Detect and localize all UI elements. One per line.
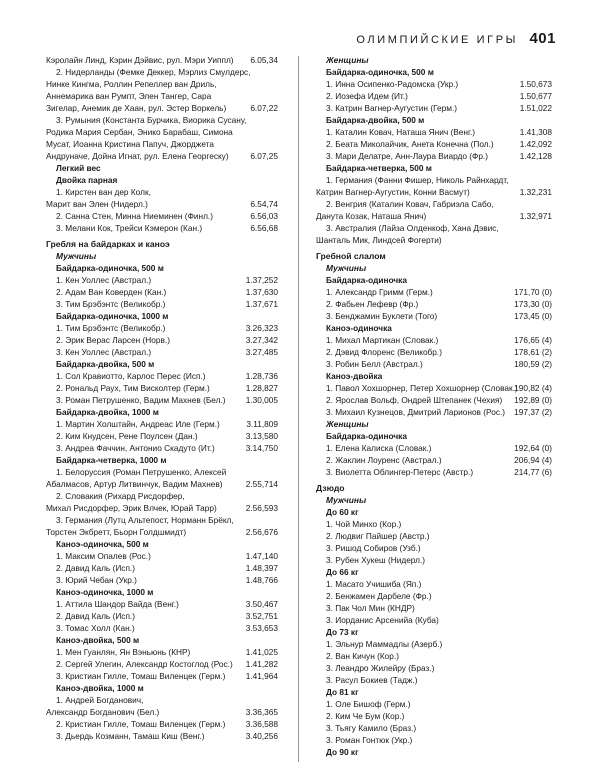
heading-text: Двойка парная xyxy=(56,175,118,185)
result-value: 3.27,342 xyxy=(245,335,278,345)
event-heading xyxy=(46,162,276,174)
result-line xyxy=(316,466,552,478)
result-line xyxy=(316,346,552,358)
result-value: 3.53,653 xyxy=(245,623,278,633)
athlete-text: 2. Ван Кичун (Кор.) xyxy=(326,651,399,661)
result-line xyxy=(46,574,276,586)
result-line xyxy=(46,298,276,310)
result-line xyxy=(316,138,552,150)
event-heading xyxy=(316,162,552,174)
athlete-text: 3. Тьягу Камило (Браз.) xyxy=(326,723,417,733)
athlete-text: 2. Людвиг Пайшер (Австр.) xyxy=(326,531,430,541)
result-line xyxy=(316,698,552,710)
result-value: 173,45 (0) xyxy=(514,311,552,321)
result-value: 3.36,588 xyxy=(245,719,278,729)
result-line xyxy=(46,730,276,742)
athlete-text: 3. Тим Брэбэнтс (Великобр.) xyxy=(56,299,166,309)
athlete-text: 1. Масато Учишиба (Яп.) xyxy=(326,579,422,589)
result-line-continuation xyxy=(46,102,276,114)
result-line-continuation xyxy=(46,526,276,538)
result-line xyxy=(46,66,276,78)
result-line xyxy=(316,614,552,626)
heading-text: Байдарка-четверка, 1000 м xyxy=(56,455,167,465)
result-line xyxy=(316,638,552,650)
event-heading xyxy=(316,322,552,334)
athlete-text: Михал Рисдорфер, Эрик Влчек, Юрай Тарр) xyxy=(46,503,217,513)
result-value: 1.28,827 xyxy=(245,383,278,393)
gender-heading xyxy=(316,54,552,66)
athlete-text: 2. Фабьен Лефевр (Фр.) xyxy=(326,299,419,309)
athlete-text: 3. Мелани Кок, Трейси Кэмерон (Кан.) xyxy=(56,223,203,233)
athlete-text: 3. Виолетта Облингер-Петерс (Австр.) xyxy=(326,467,474,477)
athlete-text: Кэролайн Линд, Кэрин Дэйвис, рул. Мэри Уиппл) xyxy=(46,55,234,65)
athlete-text: Александр Богданович (Бел.) xyxy=(46,707,160,717)
result-value: 1.41,025 xyxy=(245,647,278,657)
event-heading xyxy=(46,262,276,274)
gender-heading xyxy=(46,250,276,262)
event-heading xyxy=(46,310,276,322)
heading-text: Мужчины xyxy=(56,251,97,261)
event-heading xyxy=(316,506,552,518)
result-value: 3.52,751 xyxy=(245,611,278,621)
athlete-text: Шанталь Мик, Линдсей Фогерти) xyxy=(316,235,442,245)
athlete-text: 3. Роман Гонтюк (Укр.) xyxy=(326,735,413,745)
athlete-text: 2. Ким Кнудсен, Рене Поулсен (Дан.) xyxy=(56,431,198,441)
heading-text: Байдарка-четверка, 500 м xyxy=(326,163,432,173)
column-divider xyxy=(298,56,299,762)
event-heading xyxy=(316,370,552,382)
result-line xyxy=(316,126,552,138)
result-line xyxy=(46,210,276,222)
result-value: 192,89 (0) xyxy=(514,395,552,405)
athlete-text: 2. Нидерланды (Фемке Деккер, Мэрлиз Смулдерс, xyxy=(56,67,251,77)
result-line xyxy=(46,718,276,730)
result-line xyxy=(46,490,276,502)
event-heading xyxy=(316,746,552,758)
athlete-text: 1. Чой Минхо (Кор.) xyxy=(326,519,402,529)
result-line xyxy=(46,610,276,622)
athlete-text: 3. Михаил Кузнецов, Дмитрий Ларионов (Рос.) xyxy=(326,407,506,417)
heading-text: Каноэ-двойка, 1000 м xyxy=(56,683,144,693)
athlete-text: 1. Аттила Шандор Вайда (Венг.) xyxy=(56,599,179,609)
result-line xyxy=(46,466,276,478)
heading-text: Байдарка-двойка, 1000 м xyxy=(56,407,159,417)
result-line xyxy=(316,102,552,114)
athlete-text: 3. Румыния (Константа Бурчика, Виорика Сусану, xyxy=(56,115,247,125)
result-line xyxy=(316,382,552,394)
athlete-text: 3. Бенджамин Буклети (Того) xyxy=(326,311,438,321)
heading-text: До 73 кг xyxy=(326,627,359,637)
result-value: 214,77 (6) xyxy=(514,467,552,477)
result-line xyxy=(316,662,552,674)
page-number: 401 xyxy=(529,30,556,47)
heading-text: До 66 кг xyxy=(326,567,359,577)
event-heading xyxy=(46,454,276,466)
heading-text: Каноэ-двойка, 500 м xyxy=(56,635,140,645)
result-line xyxy=(46,514,276,526)
heading-text: Байдарка-одиночка xyxy=(326,275,407,285)
athlete-text: 3. Роман Петрушенко, Вадим Махнев (Бел.) xyxy=(56,395,226,405)
result-line xyxy=(46,382,276,394)
result-value: 6.07,22 xyxy=(250,103,278,113)
athlete-text: 3. Катрин Вагнер-Аугустин (Герм.) xyxy=(326,103,458,113)
result-value: 1.30,005 xyxy=(245,395,278,405)
heading-text: Гребной слалом xyxy=(316,251,386,261)
result-line xyxy=(46,114,276,126)
result-line xyxy=(46,430,276,442)
result-line xyxy=(316,406,552,418)
result-value: 176,65 (4) xyxy=(514,335,552,345)
athlete-text: 1. Максим Опалев (Рос.) xyxy=(56,551,151,561)
athlete-text: Данута Козак, Наташа Янич) xyxy=(316,211,427,221)
result-value: 3.50,467 xyxy=(245,599,278,609)
athlete-text: Торстен Экбретт, Бьорн Голдшмидт) xyxy=(46,527,187,537)
athlete-text: 2. Ярослав Вольф, Ондрей Штепанек (Чехия) xyxy=(326,395,503,405)
result-line xyxy=(46,418,276,430)
result-line xyxy=(316,722,552,734)
result-line xyxy=(46,286,276,298)
result-value: 2.56,676 xyxy=(245,527,278,537)
athlete-text: 3. Ришод Собиров (Узб.) xyxy=(326,543,421,553)
heading-text: До 90 кг xyxy=(326,747,359,757)
result-line xyxy=(46,598,276,610)
result-line xyxy=(46,370,276,382)
sport-heading xyxy=(316,250,552,262)
result-line xyxy=(316,298,552,310)
result-value: 1.37,630 xyxy=(245,287,278,297)
result-value: 6.56,68 xyxy=(250,223,278,233)
result-line xyxy=(46,394,276,406)
result-line xyxy=(316,554,552,566)
athlete-text: 3. Юрий Чебан (Укр.) xyxy=(56,575,137,585)
result-line xyxy=(46,186,276,198)
athlete-text: 3. Робин Белл (Австрал.) xyxy=(326,359,423,369)
result-line xyxy=(316,530,552,542)
result-line xyxy=(316,454,552,466)
result-line xyxy=(46,622,276,634)
result-value: 192,64 (0) xyxy=(514,443,552,453)
result-value: 1.48,766 xyxy=(245,575,278,585)
event-heading xyxy=(316,66,552,78)
athlete-text: 1. Александр Гримм (Герм.) xyxy=(326,287,433,297)
result-value: 178,61 (2) xyxy=(514,347,552,357)
result-line-continuation xyxy=(316,210,552,222)
result-line xyxy=(46,670,276,682)
result-line-continuation xyxy=(46,706,276,718)
result-value: 3.40,256 xyxy=(245,731,278,741)
result-value: 1.42,092 xyxy=(519,139,552,149)
heading-text: Дзюдо xyxy=(316,483,345,493)
heading-text: Мужчины xyxy=(326,263,367,273)
result-line xyxy=(46,550,276,562)
athlete-text: 3. Иорданис Арсенийа (Куба) xyxy=(326,615,439,625)
result-line-continuation xyxy=(316,186,552,198)
result-line xyxy=(46,346,276,358)
event-heading xyxy=(46,682,276,694)
event-heading xyxy=(46,634,276,646)
event-heading xyxy=(316,430,552,442)
result-value: 1.50,673 xyxy=(519,79,552,89)
result-value: 1.41,308 xyxy=(519,127,552,137)
athlete-text: 1. Мартин Холштайн, Андреас Иле (Герм.) xyxy=(56,419,220,429)
athlete-text: 2. Ким Че Бум (Кор.) xyxy=(326,711,405,721)
heading-text: Каноэ-одиночка xyxy=(326,323,392,333)
result-value: 1.41,964 xyxy=(245,671,278,681)
result-line xyxy=(316,334,552,346)
athlete-text: 3. Дьердь Козманн, Тамаш Киш (Венг.) xyxy=(56,731,205,741)
event-heading xyxy=(316,274,552,286)
result-value: 173,30 (0) xyxy=(514,299,552,309)
athlete-text: 3. Рубен Хукеш (Нидерл.) xyxy=(326,555,426,565)
athlete-text: 2. Иозефа Идем (Ит.) xyxy=(326,91,408,101)
result-line xyxy=(316,602,552,614)
gender-heading xyxy=(316,494,552,506)
athlete-text: 1. Каталин Ковач, Наташа Янич (Венг.) xyxy=(326,127,476,137)
athlete-text: Родика Мария Сербан, Энико Барабаш, Симона xyxy=(46,127,233,137)
athlete-text: 1. Оле Бишоф (Герм.) xyxy=(326,699,411,709)
athlete-text: 2. Давид Каль (Исп.) xyxy=(56,563,135,573)
result-value: 2.56,593 xyxy=(245,503,278,513)
athlete-text: 3. Кен Уоллес (Австрал.) xyxy=(56,347,152,357)
athlete-text: 3. Томас Холл (Кан.) xyxy=(56,623,135,633)
heading-text: Каноэ-одиночка, 1000 м xyxy=(56,587,154,597)
result-line xyxy=(46,222,276,234)
heading-text: Байдарка-одиночка, 1000 м xyxy=(56,311,169,321)
athlete-text: 2. Жаклин Лоуренс (Австрал.) xyxy=(326,455,442,465)
result-line xyxy=(46,334,276,346)
athlete-text: 2. Словакия (Рихард Рисдорфер, xyxy=(56,491,185,501)
result-value: 1.32,231 xyxy=(519,187,552,197)
heading-text: Каноэ-двойка xyxy=(326,371,383,381)
result-line-continuation xyxy=(46,54,276,66)
result-line xyxy=(316,310,552,322)
result-value: 6.54,74 xyxy=(250,199,278,209)
result-line-continuation xyxy=(46,502,276,514)
result-value: 1.51,022 xyxy=(519,103,552,113)
athlete-text: 3. Пак Чол Мин (КНДР) xyxy=(326,603,415,613)
result-line xyxy=(316,90,552,102)
heading-text: До 60 кг xyxy=(326,507,359,517)
athlete-text: 1. Эльнур Маммадлы (Азерб.) xyxy=(326,639,443,649)
gender-heading xyxy=(316,262,552,274)
event-heading xyxy=(316,686,552,698)
result-line xyxy=(46,562,276,574)
heading-text: Каноэ-одиночка, 500 м xyxy=(56,539,149,549)
athlete-text: 2. Эрик Верас Ларсен (Норв.) xyxy=(56,335,170,345)
athlete-text: 1. Белоруссия (Роман Петрушенко, Алексей xyxy=(56,467,227,477)
result-line-continuation xyxy=(46,198,276,210)
athlete-text: Андруначе, Дойна Игнат, рул. Елена Георгеску) xyxy=(46,151,229,161)
heading-text: Женщины xyxy=(326,55,369,65)
athlete-text: 2. Санна Стен, Минна Ниеминен (Финл.) xyxy=(56,211,214,221)
athlete-text: 1. Михал Мартикан (Словак.) xyxy=(326,335,439,345)
athlete-text: 2. Адам Ван Коверден (Кан.) xyxy=(56,287,167,297)
result-value: 3.36,365 xyxy=(245,707,278,717)
result-line xyxy=(316,578,552,590)
athlete-text: Мусат, Иоанна Кристина Папуч, Джорджета xyxy=(46,139,214,149)
heading-text: Байдарка-одиночка, 500 м xyxy=(326,67,434,77)
result-value: 3.13,580 xyxy=(245,431,278,441)
gender-heading xyxy=(316,418,552,430)
result-line xyxy=(316,222,552,234)
result-line xyxy=(46,694,276,706)
athlete-text: 1. Андрей Богданович, xyxy=(56,695,144,705)
result-value: 1.50,677 xyxy=(519,91,552,101)
athlete-text: 1. Елена Калиска (Словак.) xyxy=(326,443,432,453)
heading-text: Мужчины xyxy=(326,495,367,505)
athlete-text: 2. Сергей Улегин, Александр Костоглод (Рос.) xyxy=(56,659,233,669)
athlete-text: Катрин Вагнер-Аугустин, Конни Васмут) xyxy=(316,187,470,197)
result-line xyxy=(46,658,276,670)
event-heading xyxy=(46,538,276,550)
result-value: 6.56,03 xyxy=(250,211,278,221)
athlete-text: 3. Мари Делатре, Анн-Лаура Виардо (Фр.) xyxy=(326,151,489,161)
result-value: 197,37 (2) xyxy=(514,407,552,417)
athlete-text: 1. Павол Хохшорнер, Петер Хохшорнер (Словак.) xyxy=(326,383,518,393)
running-head xyxy=(0,30,600,50)
athlete-text: 2. Бенжамен Дарбеле (Фр.) xyxy=(326,591,432,601)
result-value: 6.07,25 xyxy=(250,151,278,161)
athlete-text: Нинке Кингма, Роллин Репеллер ван Дриль, xyxy=(46,79,217,89)
sport-heading xyxy=(46,238,276,250)
result-line xyxy=(316,674,552,686)
heading-text: Легкий вес xyxy=(56,163,101,173)
sport-heading xyxy=(316,482,552,494)
heading-text: Байдарка-двойка, 500 м xyxy=(326,115,425,125)
result-line xyxy=(316,542,552,554)
athlete-text: 3. Австралия (Лайза Олденкоф, Хана Дэвис, xyxy=(326,223,499,233)
athlete-text: Марит ван Элен (Нидерл.) xyxy=(46,199,148,209)
result-value: 1.32,971 xyxy=(519,211,552,221)
result-value: 1.41,282 xyxy=(245,659,278,669)
result-line xyxy=(316,734,552,746)
event-heading xyxy=(316,566,552,578)
athlete-text: 3. Расул Бокиев (Тадж.) xyxy=(326,675,418,685)
result-line xyxy=(316,78,552,90)
result-line xyxy=(316,150,552,162)
result-value: 1.37,671 xyxy=(245,299,278,309)
athlete-text: 3. Андреа Фаччин, Антонио Скадуто (Ит.) xyxy=(56,443,215,453)
result-value: 3.27,485 xyxy=(245,347,278,357)
result-value: 206,94 (4) xyxy=(514,455,552,465)
result-value: 171,70 (0) xyxy=(514,287,552,297)
result-line xyxy=(316,710,552,722)
athlete-text: 3. Германия (Лутц Альтепост, Норманн Брёкл, xyxy=(56,515,234,525)
result-line-continuation xyxy=(46,138,276,150)
result-value: 180,59 (2) xyxy=(514,359,552,369)
athlete-text: 1. Кен Уоллес (Австрал.) xyxy=(56,275,152,285)
result-value: 1.48,397 xyxy=(245,563,278,573)
result-value: 1.37,252 xyxy=(245,275,278,285)
result-line xyxy=(316,518,552,530)
athlete-text: 1. Германия (Фанни Фишер, Николь Райнхардт, xyxy=(326,175,509,185)
heading-text: Женщины xyxy=(326,419,369,429)
result-value: 3.11,809 xyxy=(246,419,278,429)
result-line xyxy=(316,358,552,370)
heading-text: Байдарка-двойка, 500 м xyxy=(56,359,155,369)
heading-text: Байдарка-одиночка, 500 м xyxy=(56,263,164,273)
result-value: 3.26,323 xyxy=(245,323,278,333)
athlete-text: 2. Венгрия (Каталин Ковач, Габриэла Сабо, xyxy=(326,199,494,209)
result-value: 1.28,736 xyxy=(245,371,278,381)
athlete-text: 3. Кристиан Гилле, Томаш Виленцек (Герм.) xyxy=(56,671,226,681)
event-heading xyxy=(46,586,276,598)
athlete-text: 3. Леандро Жилейру (Браз.) xyxy=(326,663,435,673)
result-line xyxy=(316,286,552,298)
athlete-text: 1. Тим Брэбэнтс (Великобр.) xyxy=(56,323,166,333)
athlete-text: 1. Кирстен ван дер Колк, xyxy=(56,187,151,197)
athlete-text: Аннемарика ван Румпт, Элен Тангер, Сара xyxy=(46,91,212,101)
result-line-continuation xyxy=(46,126,276,138)
event-heading xyxy=(46,406,276,418)
result-value: 190,82 (4) xyxy=(514,383,552,393)
event-heading xyxy=(316,626,552,638)
result-line xyxy=(316,442,552,454)
result-line xyxy=(316,198,552,210)
athlete-text: Абалмасов, Артур Литвинчук, Вадим Махнев) xyxy=(46,479,223,489)
result-line-continuation xyxy=(316,234,552,246)
result-line xyxy=(46,322,276,334)
athlete-text: 2. Кристиан Гилле, Томаш Виленцек (Герм.) xyxy=(56,719,226,729)
result-line xyxy=(316,650,552,662)
result-line-continuation xyxy=(46,90,276,102)
result-value: 6.05,34 xyxy=(250,55,278,65)
result-line-continuation xyxy=(46,478,276,490)
result-line xyxy=(316,590,552,602)
athlete-text: 2. Давид Каль (Исп.) xyxy=(56,611,135,621)
running-head-title: ОЛИМПИЙСКИЕ ИГРЫ xyxy=(356,34,518,46)
event-heading xyxy=(316,114,552,126)
athlete-text: 2. Беата Миколайчик, Анета Конечна (Пол.) xyxy=(326,139,494,149)
result-value: 3.14,750 xyxy=(245,443,278,453)
result-line xyxy=(46,274,276,286)
heading-text: Байдарка-одиночка xyxy=(326,431,407,441)
result-line xyxy=(316,174,552,186)
event-heading xyxy=(46,174,276,186)
athlete-text: Зигелар, Анемик де Хаан, рул. Эстер Воркель) xyxy=(46,103,227,113)
result-line-continuation xyxy=(46,78,276,90)
heading-text: Гребля на байдарках и каноэ xyxy=(46,239,170,249)
event-heading xyxy=(46,358,276,370)
right-column xyxy=(316,54,552,758)
left-column xyxy=(46,54,276,742)
result-value: 1.47,140 xyxy=(245,551,278,561)
heading-text: До 81 кг xyxy=(326,687,359,697)
athlete-text: 1. Сол Кравиотто, Карлос Перес (Исп.) xyxy=(56,371,206,381)
result-line xyxy=(46,646,276,658)
athlete-text: 1. Инна Осипенко-Радомска (Укр.) xyxy=(326,79,459,89)
athlete-text: 2. Дэвид Флоренс (Великобр.) xyxy=(326,347,442,357)
athlete-text: 2. Рональд Раух, Тим Висколтер (Герм.) xyxy=(56,383,210,393)
result-line-continuation xyxy=(46,150,276,162)
result-value: 2.55,714 xyxy=(245,479,278,489)
result-line xyxy=(46,442,276,454)
athlete-text: 1. Мен Гуанлян, Ян Вэньюнь (КНР) xyxy=(56,647,191,657)
result-value: 1.42,128 xyxy=(519,151,552,161)
result-line xyxy=(316,394,552,406)
